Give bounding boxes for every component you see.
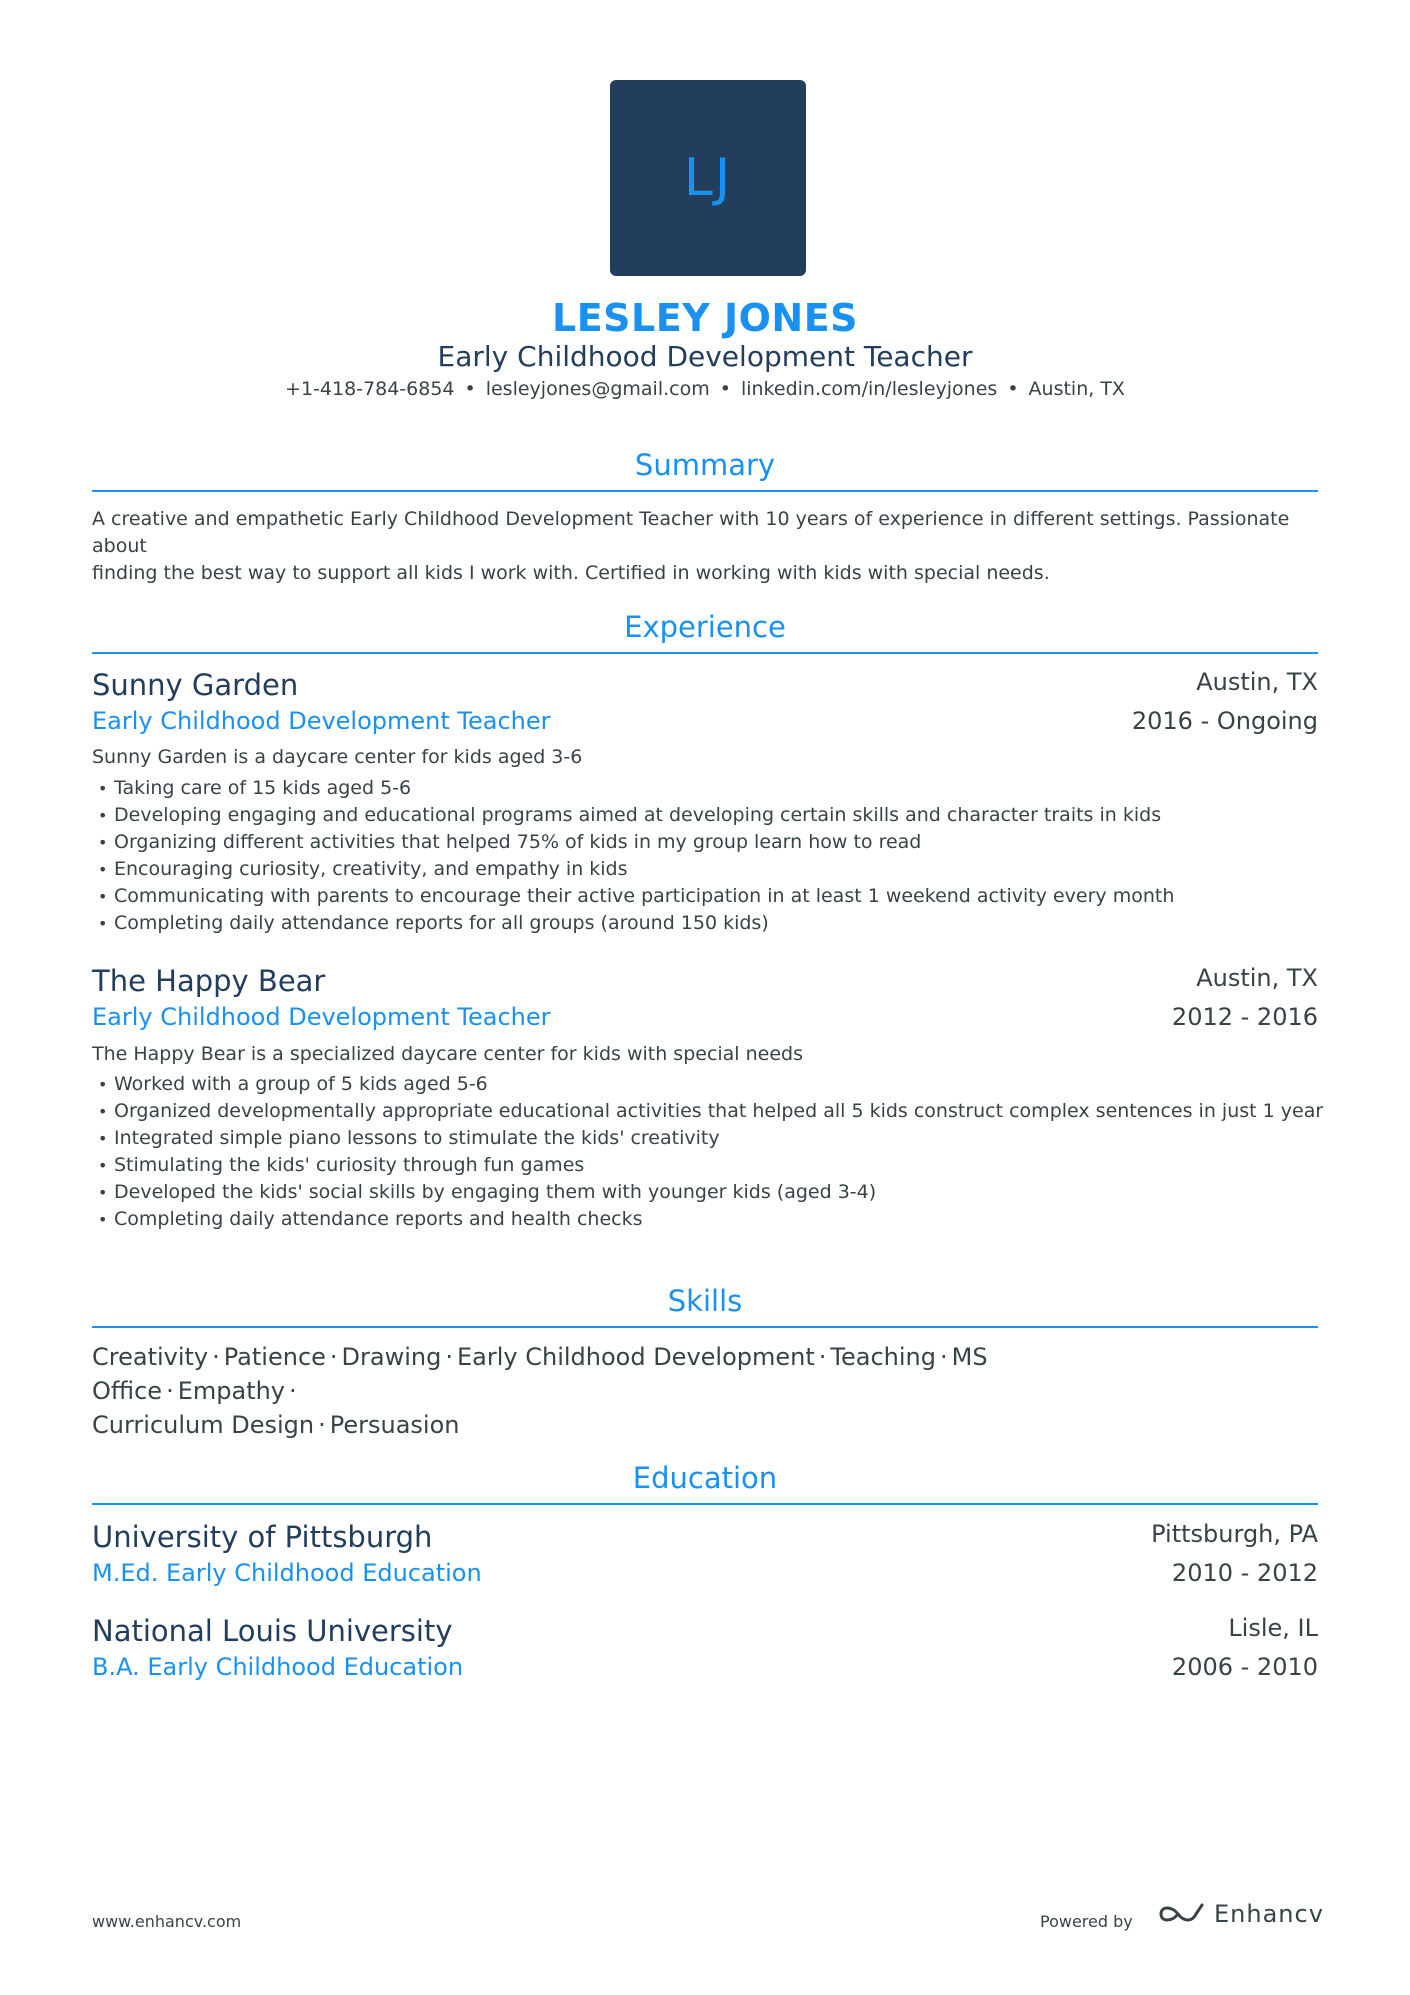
summary-text [92, 506, 1318, 587]
summary-heading: Summary [634, 448, 776, 482]
candidate-name: LESLEY JONES [551, 296, 859, 340]
edu-location: Lisle, IL [1228, 1614, 1318, 1642]
avatar [610, 80, 806, 276]
skill-item: Patience [223, 1343, 326, 1371]
job-dates: 2016 - Ongoing [1131, 707, 1318, 735]
education-divider [92, 1503, 1318, 1505]
brand-logo[interactable] [1158, 1900, 1324, 1928]
summary-line: finding the best way to support all kids I work with. Certified in working with kids with special needs. [92, 562, 1050, 584]
job-dates: 2012 - 2016 [1171, 1003, 1318, 1031]
separator-dot: · [940, 1343, 948, 1371]
edu-degree: B.A. Early Childhood Education [92, 1653, 464, 1681]
phone: +1-418-784-6854 [285, 378, 455, 400]
summary-divider [92, 490, 1318, 492]
powered-by-label: Powered by [1040, 1912, 1133, 1931]
job-company: The Happy Bear [92, 964, 326, 998]
skill-item: Curriculum Design [92, 1411, 315, 1439]
separator-dot: • [464, 378, 476, 400]
bullet-item: • Organized developmentally appropriate educational activities that helped all 5 kids construct complex sentences in just 1 year [92, 1098, 1323, 1125]
job-location: Austin, TX [1196, 668, 1318, 696]
skills-list [92, 1340, 1192, 1442]
skill-item: Drawing [341, 1343, 442, 1371]
skill-item: MS Office [92, 1343, 988, 1405]
separator-dot: · [445, 1343, 453, 1371]
bullet-item: • Communicating with parents to encourage their active participation in at least 1 weekend activity every month [92, 883, 1174, 910]
bullet-item: • Completing daily attendance reports and health checks [92, 1206, 1323, 1233]
summary-line: A creative and empathetic Early Childhood Development Teacher with 10 years of experience in different settings. Passionate about [92, 508, 1290, 557]
separator-dot: • [719, 378, 731, 400]
bullet-item: • Stimulating the kids' curiosity through fun games [92, 1152, 1323, 1179]
bullet-item: • Completing daily attendance reports for all groups (around 150 kids) [92, 910, 1174, 937]
bullet-item: • Developed the kids' social skills by engaging them with younger kids (aged 3-4) [92, 1179, 1323, 1206]
separator-dot: · [318, 1411, 326, 1439]
separator-dot: · [329, 1343, 338, 1371]
separator-dot: · [212, 1343, 220, 1371]
location: Austin, TX [1028, 378, 1125, 400]
linkedin-link[interactable]: linkedin.com/in/lesleyjones [740, 378, 998, 400]
avatar-initials: LJ [683, 148, 733, 208]
job-position: Early Childhood Development Teacher [92, 1003, 551, 1031]
edu-location: Pittsburgh, PA [1151, 1520, 1318, 1548]
job-description: The Happy Bear is a specialized daycare center for kids with special needs [92, 1043, 804, 1065]
contact-line [0, 378, 1410, 400]
bullet-item: • Encouraging curiosity, creativity, and empathy in kids [92, 856, 1174, 883]
skill-item: Early Childhood Development [456, 1343, 815, 1371]
separator-dot: • [1007, 378, 1019, 400]
job-company: Sunny Garden [92, 668, 299, 702]
separator-dot: · [166, 1377, 174, 1405]
edu-degree: M.Ed. Early Childhood Education [92, 1559, 482, 1587]
edu-dates: 2006 - 2010 [1171, 1653, 1318, 1681]
skills-heading: Skills [667, 1284, 743, 1318]
job-bullets [92, 775, 1174, 937]
bullet-item: • Organizing different activities that helped 75% of kids in my group learn how to read [92, 829, 1174, 856]
job-bullets [92, 1071, 1323, 1233]
skill-item: Creativity [92, 1343, 209, 1371]
bullet-item: • Integrated simple piano lessons to stimulate the kids' creativity [92, 1125, 1323, 1152]
experience-heading: Experience [624, 610, 786, 644]
bullet-item: • Taking care of 15 kids aged 5-6 [92, 775, 1174, 802]
job-position: Early Childhood Development Teacher [92, 707, 551, 735]
footer-url-link[interactable]: www.enhancv.com [92, 1912, 242, 1931]
education-heading: Education [632, 1461, 778, 1495]
enhancv-logo-icon [1158, 1901, 1206, 1927]
job-location: Austin, TX [1196, 964, 1318, 992]
candidate-role: Early Childhood Development Teacher [437, 340, 973, 373]
email-link[interactable]: lesleyjones@gmail.com [485, 378, 710, 400]
edu-school: University of Pittsburgh [92, 1520, 433, 1554]
edu-dates: 2010 - 2012 [1171, 1559, 1318, 1587]
bullet-item: • Developing engaging and educational programs aimed at developing certain skills and character traits in kids [92, 802, 1174, 829]
skill-item: Empathy [177, 1377, 286, 1405]
separator-dot: · [818, 1343, 827, 1371]
skill-item: Teaching [830, 1343, 936, 1371]
edu-school: National Louis University [92, 1614, 453, 1648]
separator-dot: · [289, 1377, 297, 1405]
skills-divider [92, 1326, 1318, 1328]
brand-name: Enhancv [1214, 1900, 1324, 1928]
skill-item: Persuasion [329, 1411, 460, 1439]
bullet-item: • Worked with a group of 5 kids aged 5-6 [92, 1071, 1323, 1098]
job-description: Sunny Garden is a daycare center for kids aged 3-6 [92, 746, 583, 768]
experience-divider [92, 652, 1318, 654]
